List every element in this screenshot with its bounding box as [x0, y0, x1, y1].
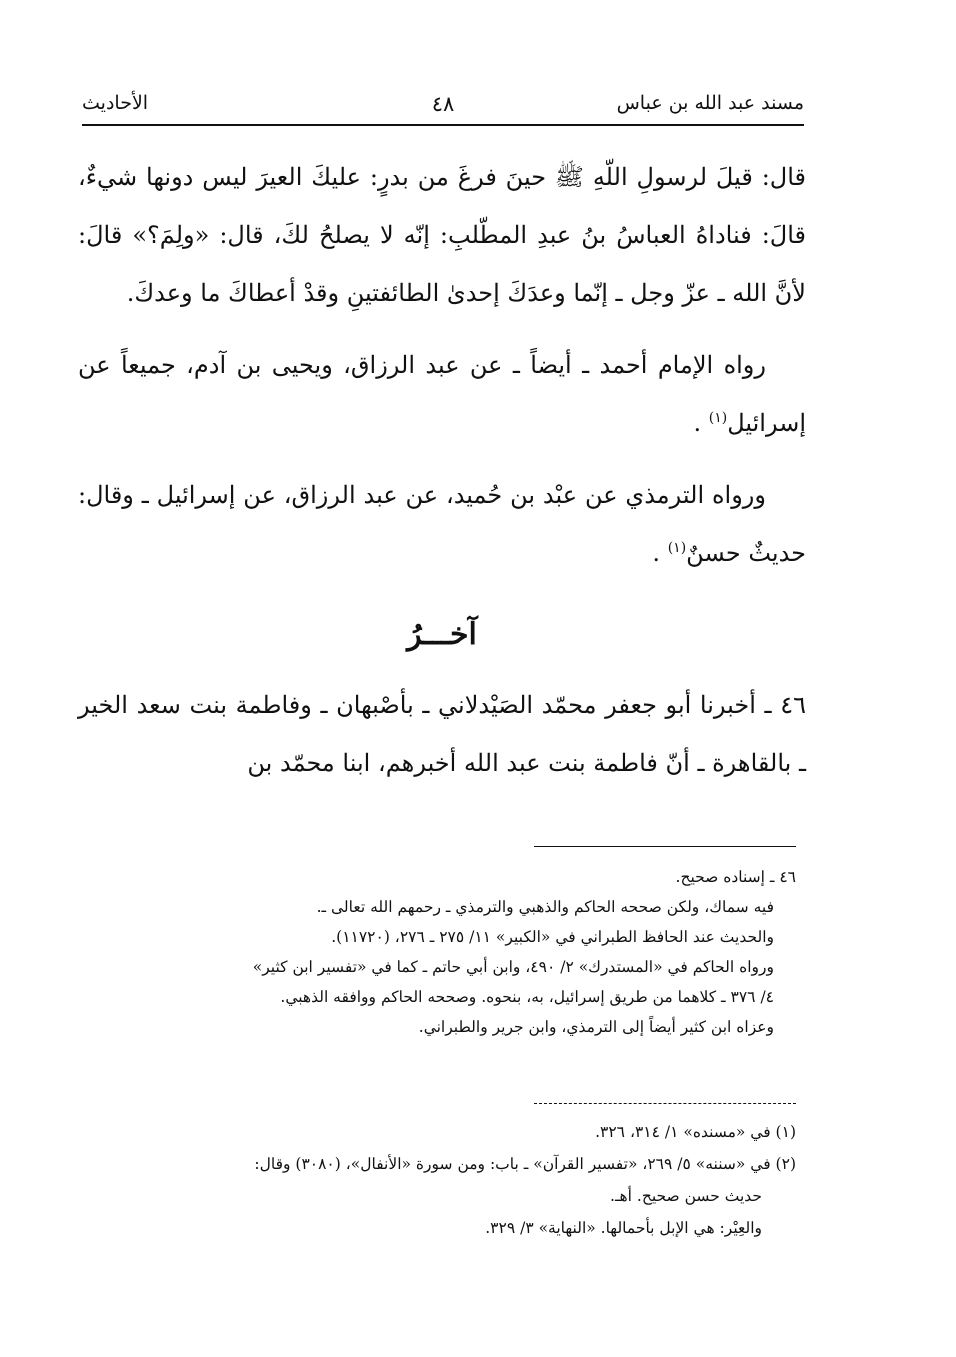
footnote-divider	[534, 846, 796, 847]
section-name: الأحاديث	[82, 92, 149, 114]
footnote-line: والحديث عند الحافظ الطبراني في «الكبير» ١١/ ٢٧٥ ـ ٢٧٦، (١١٧٢٠).	[331, 928, 774, 946]
paragraph-hadith-text: قال: قيلَ لرسولِ اللّهِ ﷺ حينَ فرغَ من بدرٍ: عليكَ العيرَ ليس دونها شيءٌ، قالَ: فناداهُ العباسُ بنُ عبدِ المطّلبِ: إنّه لا يصلحُ لكَ، قال: «ولِمَ؟» قالَ: لأنَّ الله ـ عزّ وجل ـ إنّما وعدَكَ إحدىٰ الطائفتينِ وقدْ أعطاكَ ما وعدكَ.	[78, 163, 806, 307]
running-header	[82, 88, 804, 126]
footnote-ref-line: والعِيْر: هي الإبل بأحمالها. «النهاية» ٣/ ٣٢٩.	[485, 1219, 762, 1237]
narration-ahmad-text: رواه الإمام أحمد ـ أيضاً ـ عن عبد الرزاق، ويحيى بن آدم، جميعاً عن إسرائيل	[78, 351, 806, 437]
paragraph-narration-ahmad	[78, 336, 806, 452]
paragraph-hadith-46: ٤٦ ـ أخبرنا أبو جعفر محمّد الصَيْدلاني ـ بأصْبهان ـ وفاطمة بنت سعد الخير ـ بالقاهرة ـ أنّ فاطمة بنت عبد الله أخبرهم، ابنا محمّد بن	[78, 691, 806, 777]
footnotes-references	[80, 1116, 796, 1244]
footnote-ref-2: (١)	[667, 540, 687, 556]
footnote-ref-line: (١) في «مسنده» ١/ ٣١٤، ٣٢٦.	[595, 1123, 796, 1141]
footnote-divider-dashed	[534, 1103, 796, 1104]
footnotes-main	[80, 862, 796, 1042]
footnote-ref-line: (٢) في «سننه» ٥/ ٢٦٩، «تفسير القرآن» ـ باب: ومن سورة «الأنفال»، (٣٠٨٠) وقال:	[254, 1155, 796, 1173]
narration-tirmidhi-end: .	[652, 539, 661, 567]
footnote-line: ٤٦ ـ إسناده صحيح.	[675, 868, 796, 886]
section-heading: آخـــرُ	[407, 617, 477, 652]
footnote-line: ٤/ ٣٧٦ ـ كلاهما من طريق إسرائيل، به، بنحوه. وصححه الحاكم ووافقه الذهبي.	[280, 988, 774, 1006]
footnote-line: ورواه الحاكم في «المستدرك» ٢/ ٤٩٠، وابن أبي حاتم ـ كما في «تفسير ابن كثير»	[252, 958, 774, 976]
page-number: ٤٨	[431, 92, 455, 116]
narration-tirmidhi-text: ورواه الترمذي عن عبْد بن حُميد، عن عبد الرزاق، عن إسرائيل ـ وقال: حديثٌ حسنٌ	[78, 481, 806, 567]
footnote-ref-line: حديث حسن صحيح. أهـ.	[610, 1187, 762, 1205]
narration-ahmad-end: .	[693, 409, 702, 437]
footnote-line: فيه سماك، ولكن صححه الحاكم والذهبي والترمذي ـ رحمهم الله تعالى ـ.	[316, 898, 774, 916]
footnote-line: وعزاه ابن كثير أيضاً إلى الترمذي، وابن جرير والطبراني.	[418, 1018, 774, 1036]
main-text	[78, 148, 806, 792]
book-title: مسند عبد الله بن عباس	[616, 92, 804, 114]
footnote-ref-1: (١)	[708, 410, 728, 426]
paragraph-narration-tirmidhi	[78, 466, 806, 582]
